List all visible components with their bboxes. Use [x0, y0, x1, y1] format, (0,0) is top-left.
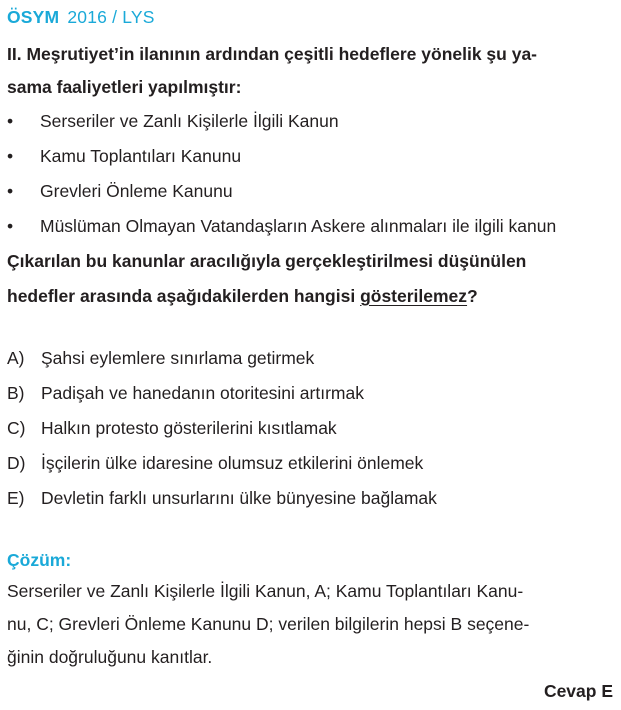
bullet-icon: • — [7, 111, 14, 131]
solution-text — [7, 575, 615, 674]
option-letter: D) — [7, 453, 26, 473]
solution-section — [7, 545, 615, 708]
question-page — [7, 4, 615, 708]
answer-key: Cevap E — [543, 681, 613, 701]
question-stem — [7, 38, 615, 104]
law-list — [7, 104, 615, 244]
option-text: Devletin farklı unsurlarını ülke bünyesine bağlamak — [41, 488, 437, 508]
law-item-text: Müslüman Olmayan Vatandaşların Askere alınmaları ile ilgili kanun — [40, 216, 557, 236]
exam-year: 2016 / LYS — [67, 7, 155, 27]
law-item-text: Kamu Toplantıları Kanunu — [40, 146, 242, 166]
prompt-line — [7, 279, 615, 314]
law-item — [7, 139, 615, 174]
option-d[interactable] — [7, 446, 615, 481]
law-item-text: Grevleri Önleme Kanunu — [40, 181, 233, 201]
bullet-icon: • — [7, 181, 14, 201]
law-item — [7, 174, 615, 209]
law-item — [7, 104, 615, 139]
option-text: Padişah ve hanedanın otoritesini artırmak — [41, 383, 364, 403]
option-b[interactable] — [7, 376, 615, 411]
stem-line: sama faaliyetleri yapılmıştır: — [7, 77, 242, 97]
solution-title: Çözüm: — [7, 550, 72, 570]
option-letter: E) — [7, 488, 25, 508]
answer-options — [7, 341, 615, 516]
prompt-line: Çıkarılan bu kanunlar aracılığıyla gerçekleştirilmesi düşünülen — [7, 251, 527, 271]
solution-line: nu, C; Grevleri Önleme Kanunu D; verilen bilgilerin hepsi B seçene- — [7, 614, 530, 634]
option-text: Halkın protesto gösterilerini kısıtlamak — [41, 418, 337, 438]
option-e[interactable] — [7, 481, 615, 516]
stem-line: II. Meşrutiyet’in ilanının ardından çeşitli hedeflere yönelik şu ya- — [7, 44, 538, 64]
bullet-icon: • — [7, 146, 14, 166]
law-item-text: Serseriler ve Zanlı Kişilerle İlgili Kanun — [40, 111, 339, 131]
option-letter: C) — [7, 418, 26, 438]
question-prompt — [7, 244, 615, 314]
exam-brand: ÖSYM — [7, 7, 60, 27]
option-text: Şahsi eylemlere sınırlama getirmek — [41, 348, 315, 368]
option-text: İşçilerin ülke idaresine olumsuz etkilerini önlemek — [41, 453, 424, 473]
prompt-text: hedefler arasında aşağıdakilerden hangisi — [7, 286, 361, 306]
law-item — [7, 209, 615, 244]
bullet-icon: • — [7, 216, 14, 236]
prompt-underlined-word: gösterilemez — [360, 286, 468, 306]
solution-line: Serseriler ve Zanlı Kişilerle İlgili Kanun, A; Kamu Toplantıları Kanu- — [7, 581, 524, 601]
option-letter: B) — [7, 383, 25, 403]
option-c[interactable] — [7, 411, 615, 446]
solution-line: ğinin doğruluğunu kanıtlar. — [7, 647, 213, 667]
prompt-question-mark: ? — [467, 286, 478, 306]
option-a[interactable] — [7, 341, 615, 376]
option-letter: A) — [7, 348, 25, 368]
source-header — [7, 4, 615, 30]
